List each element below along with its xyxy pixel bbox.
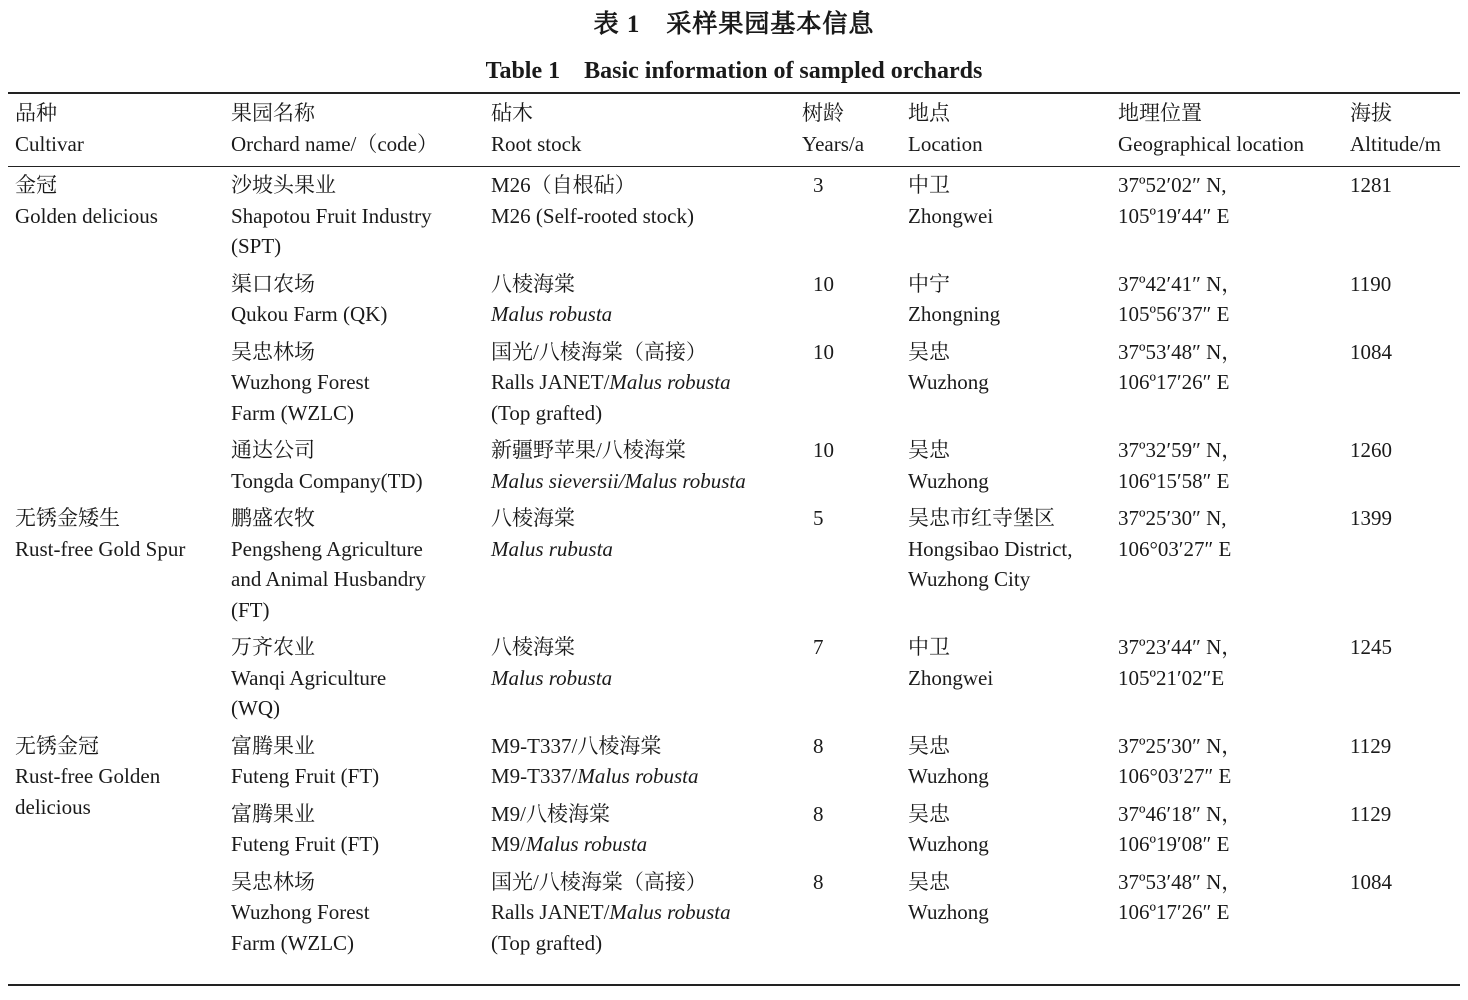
table-row [15,166,1460,262]
altitude-cell: 1084 [1350,869,1392,894]
table-row [15,428,1460,496]
age-cell: 8 [813,869,824,894]
orchard-cell: 吴忠林场 Wuzhong Forest Farm (WZLC) [231,339,370,425]
age-cell: 10 [813,438,834,462]
header-orchard: 果园名称 Orchard name/（code） [231,101,438,156]
location-cell: 吴忠 Wuzhong [908,733,989,788]
location-cell: 吴忠 Wuzhong [908,339,989,394]
geo-cell: 37º53′48″ N， 106º17′26″ E [1118,339,1243,394]
location-cell: 吴忠 Wuzhong [908,869,989,924]
altitude-cell: 1281 [1350,173,1392,197]
geo-cell: 37º25′30″ N, 106°03′27″ E [1118,506,1232,561]
rootstock-cell: 八棱海棠 Malus rubusta [491,506,613,561]
cultivar-cell: 无锈金冠 Rust-free Golden delicious [15,733,161,819]
location-cell: 吴忠市红寺堡区 Hongsibao District, Wuzhong City [908,506,1073,591]
location-cell: 吴忠 Wuzhong [908,801,989,856]
cultivar-cell: 无锈金矮生 Rust-free Gold Spur [15,506,186,561]
altitude-cell: 1129 [1350,801,1392,826]
orchard-table [15,98,1460,958]
location-cell: 中卫 Zhongwei [908,635,994,690]
age-cell: 10 [813,271,834,296]
altitude-cell: 1399 [1350,506,1392,530]
table-row [15,330,1460,429]
header-rootstock: 砧木 Root stock [491,101,582,156]
bottom-rule [8,984,1460,986]
rootstock-cell: 国光/八棱海棠（高接） Ralls JANET/Malus robusta (Top grafted) [491,869,731,955]
rootstock-cell: 国光/八棱海棠（高接） Ralls JANET/Malus robusta (Top grafted) [491,339,731,425]
cultivar-cell: 金冠 Golden delicious [15,173,158,228]
table-row [15,860,1460,959]
table-row [15,496,1460,625]
geo-cell: 37º23′44″ N， 105º21′02″E [1118,635,1243,690]
orchard-cell: 吴忠林场 Wuzhong Forest Farm (WZLC) [231,869,370,955]
table-caption-en: Table 1 Basic information of sampled orchards [485,58,983,84]
orchard-cell: 沙坡头果业 Shapotou Fruit Industry (SPT) [231,173,432,258]
header-row [15,98,1460,166]
age-cell: 8 [813,801,824,826]
orchard-cell: 万齐农业 Wanqi Agriculture (WQ) [231,635,387,720]
table-row [15,262,1460,330]
orchard-cell: 通达公司 Tongda Company(TD) [231,438,423,493]
rootstock-cell: 八棱海棠 Malus robusta [491,635,613,690]
rootstock-cell: 八棱海棠 Malus robusta [491,271,613,326]
table-row [15,625,1460,724]
rootstock-cell: M9-T337/八棱海棠 M9-T337/Malus robusta [491,733,699,788]
header-location: 地点 Location [908,101,983,156]
orchard-cell: 富腾果业 Futeng Fruit (FT) [231,801,380,856]
orchard-cell: 富腾果业 Futeng Fruit (FT) [231,733,380,788]
age-cell: 5 [813,506,824,530]
geo-cell: 37º25′30″ N， 106°03′27″ E [1118,733,1243,788]
altitude-cell: 1084 [1350,339,1392,364]
header-age: 树龄 Years/a [802,101,865,156]
orchard-cell: 鹏盛农牧 Pengsheng Agriculture and Animal Husbandry (FT) [231,506,426,622]
geo-cell: 37º46′18″ N， 106º19′08″ E [1118,801,1243,856]
age-cell: 8 [813,733,824,758]
orchard-cell: 渠口农场 Qukou Farm (QK) [231,271,388,326]
altitude-cell: 1129 [1350,733,1392,758]
geo-cell: 37º42′41″ N， 105º56′37″ E [1118,271,1243,326]
rootstock-cell: M26（自根砧） M26 (Self-rooted stock) [491,173,694,228]
altitude-cell: 1260 [1350,438,1392,462]
header-cultivar: 品种 Cultivar [15,101,84,156]
header-altitude: 海拔 Altitude/m [1350,101,1441,156]
top-rule [8,92,1460,94]
location-cell: 中卫 Zhongwei [908,173,994,228]
table-row [15,792,1460,860]
table-row [15,724,1460,792]
geo-cell: 37º32′59″ N， 106º15′58″ E [1118,438,1243,493]
header-geo: 地理位置 Geographical location [1118,101,1305,156]
age-cell: 3 [813,173,824,197]
age-cell: 7 [813,635,824,659]
location-cell: 中宁 Zhongning [908,271,1001,326]
location-cell: 吴忠 Wuzhong [908,438,989,493]
rootstock-cell: M9/八棱海棠 M9/Malus robusta [491,801,648,856]
table-caption-cn: 表 1 采样果园基本信息 [593,11,875,38]
age-cell: 10 [813,339,834,364]
geo-cell: 37º53′48″ N， 106º17′26″ E [1118,869,1243,924]
altitude-cell: 1245 [1350,635,1392,659]
rootstock-cell: 新疆野苹果/八棱海棠 Malus sieversii/Malus robusta [491,438,746,493]
geo-cell: 37º52′02″ N, 105º19′44″ E [1118,173,1230,228]
altitude-cell: 1190 [1350,271,1392,296]
